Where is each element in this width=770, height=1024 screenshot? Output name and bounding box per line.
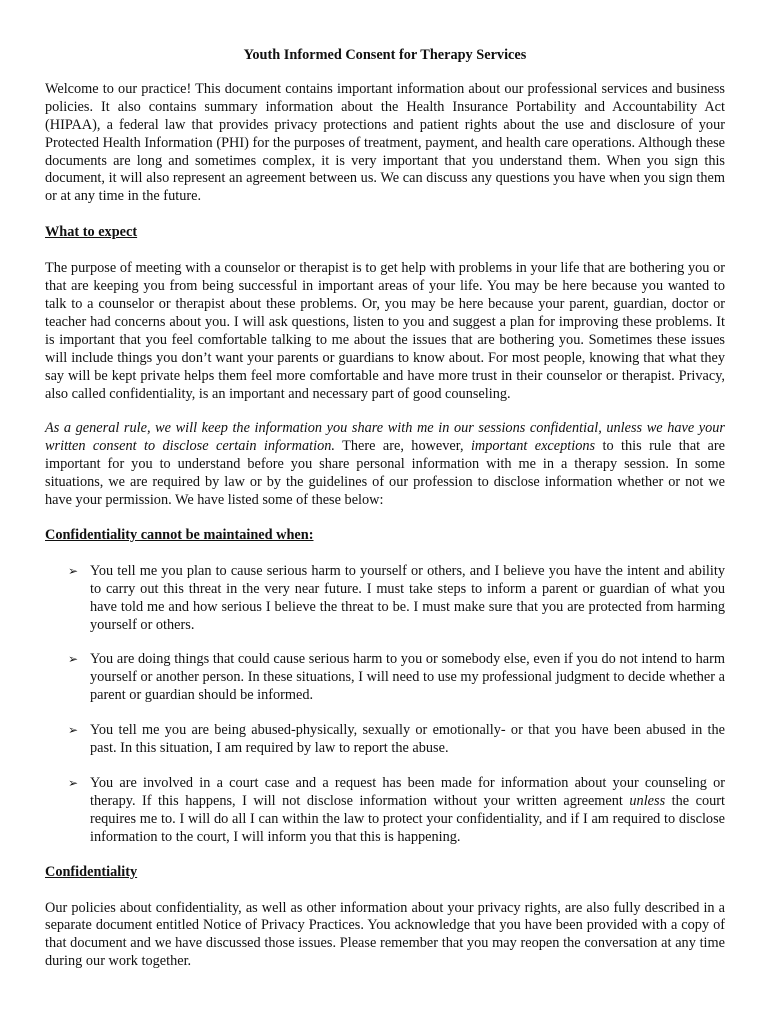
important-exceptions-italic: important exceptions xyxy=(470,438,596,455)
arrow-bullet-icon: ➢ xyxy=(68,776,79,790)
what-to-expect-heading: What to expect xyxy=(45,224,138,241)
general-rule-paragraph xyxy=(45,420,725,510)
exceptions-list-wrap xyxy=(45,563,725,847)
exception-item xyxy=(45,722,725,758)
intro-paragraph: Welcome to our practice! This document contains important information about our professional services and business policies. It also contains summary information about the Health Insurance Portability and Accountability Act (HIPAA), a federal law that provides privacy protections and patient rights about the use and disclosure of your Protected Health Information (PHI) for the purposes of treatment, payment, and health care operations. Although these documents are long and sometimes complex, it is very important that you understand them. When you sign this document, it will also represent an agreement between us. We can discuss any questions you have when you sign them or at any time in the future. xyxy=(45,80,725,205)
document-title: Youth Informed Consent for Therapy Services xyxy=(243,47,527,63)
exception-item-text-2: the court requires me to. I will do all I can within the law to protect your confidentiality, and if I am required to disclose information to the court, I will inform you that this is happening. xyxy=(90,792,725,845)
exceptions-list xyxy=(45,563,725,847)
arrow-bullet-icon: ➢ xyxy=(68,652,79,667)
general-rule-text-2: to this rule that are important for you to understand before you share personal information with me in a therapy session. In some situations, we are required by law or by the guidelines of our profession to disclose information whether or not we have your permission. We have listed some of these below: xyxy=(45,438,725,509)
exception-item-text: You are doing things that could cause serious harm to you or somebody else, even if you do not intend to harm yourself or another person. In these situations, I will need to use my professional judgment to decide whether a parent or guardian should be informed. xyxy=(90,651,725,704)
arrow-bullet-icon: ➢ xyxy=(68,723,79,738)
general-rule-italic: As a general rule, we will keep the information you share with me in our sessions confidential, unless we have your written consent to disclose certain information. xyxy=(45,420,725,455)
exception-item-text-1: You are involved in a court case and a request has been made for information about your counseling or therapy. If this happens, I will not disclose information without your written agreement xyxy=(90,775,725,809)
exception-item xyxy=(45,775,725,847)
exception-item xyxy=(45,651,725,705)
unless-italic: unless xyxy=(629,792,666,809)
exceptions-heading: Confidentiality cannot be maintained when: xyxy=(45,526,314,543)
what-to-expect-paragraph: The purpose of meeting with a counselor or therapist is to get help with problems in your life that are bothering you or that are keeping you from being successful in important areas of your life. You may be here because you wanted to talk to a counselor or therapist about these problems. Or, you may be here because your parent, guardian, doctor or teacher had concerns about you. I will ask questions, listen to you and suggest a plan for improving these problems. It is important that you feel comfortable talking to me about the issues that are bothering you. Sometimes these issues will include things you don’t want your parents or guardians to know about. For most people, knowing that what they say will be kept private helps them feel more comfortable and have more trust in their counselor or therapist. Privacy, also called confidentiality, is an important and necessary part of good counseling. xyxy=(45,260,725,402)
exception-item-text: You tell me you plan to cause serious harm to yourself or others, and I believe you have the intent and ability to carry out this threat in the very near future. I must take steps to inform a parent or guardian of what you have told me and how serious I believe the threat to be. I must make sure that you are protected from harming yourself or others. xyxy=(90,562,725,633)
confidentiality-paragraph: Our policies about confidentiality, as well as other information about your privacy rights, are also fully described in a separate document entitled Notice of Privacy Practices. You acknowledge that you have been provided with a copy of that document and we have discussed those issues. Please remember that you may reopen the conversation at any time during our work together. xyxy=(45,899,725,970)
confidentiality-heading: Confidentiality xyxy=(45,863,138,880)
general-rule-text-1: There are, however, xyxy=(334,438,471,455)
exception-item xyxy=(45,563,725,635)
arrow-bullet-icon: ➢ xyxy=(68,563,79,578)
exception-item-text: You tell me you are being abused-physically, sexually or emotionally- or that you have been abused in the past. In this situation, I am required by law to report the abuse. xyxy=(90,722,725,757)
